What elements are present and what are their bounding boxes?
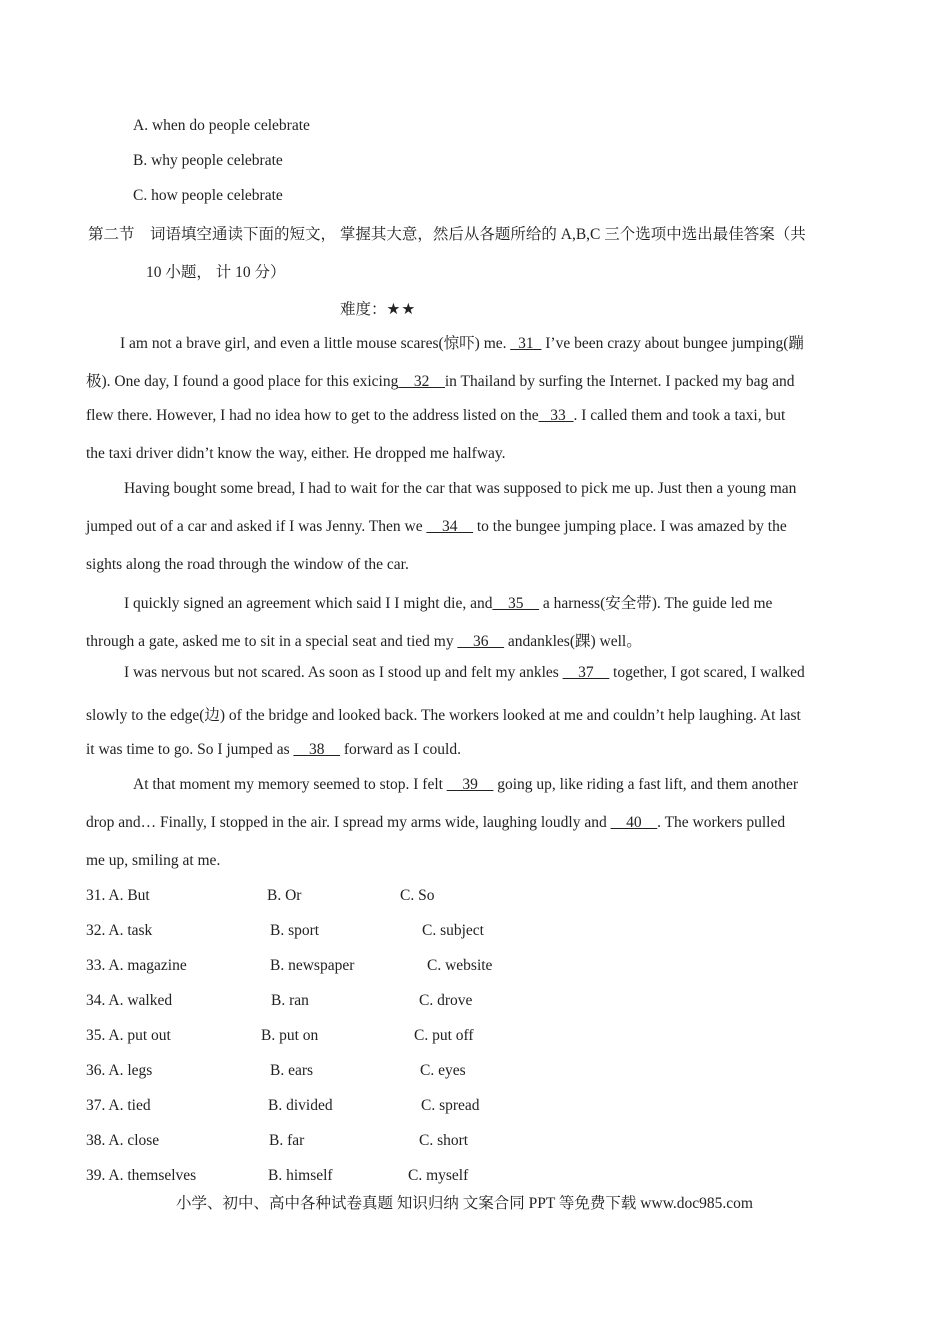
passage-text: a harness(安全带). The guide led me — [538, 595, 773, 612]
blank-38: __38__ — [293, 741, 341, 758]
passage-line — [133, 776, 798, 794]
option-c: C. website — [427, 957, 493, 974]
passage-line — [124, 664, 805, 682]
option-a: 35. A. put out — [86, 1027, 171, 1044]
option-c: C. spread — [421, 1097, 480, 1114]
passage-text: jumped out of a car and asked if I was Jenny. Then we — [86, 518, 427, 535]
passage-text: drop and… Finally, I stopped in the air. I spread my arms wide, laughing loudly and — [86, 814, 611, 831]
passage-line — [86, 814, 785, 832]
passage-text: . I called them and took a taxi, but — [573, 407, 786, 424]
blank-40: __40__ — [610, 814, 658, 831]
option-b: B. put on — [261, 1027, 319, 1044]
option-b: B. sport — [270, 922, 320, 939]
passage-text: I quickly signed an agreement which said I I might die, and — [124, 595, 493, 612]
prev-option-b: B. why people celebrate — [133, 152, 283, 169]
option-a: 37. A. tied — [86, 1097, 151, 1114]
passage-text: to the bungee jumping place. I was amazed by the — [472, 518, 787, 535]
passage-line — [86, 369, 795, 391]
passage-line — [124, 591, 772, 613]
option-b: B. newspaper — [270, 957, 355, 974]
passage-text: I am not a brave girl, and even a little mouse scares(惊吓) me. — [120, 335, 511, 352]
passage-text: through a gate, asked me to sit in a special seat and tied my — [86, 633, 458, 650]
option-b: B. Or — [267, 887, 302, 904]
blank-37: __37__ — [562, 664, 610, 681]
prev-option-a: A. when do people celebrate — [133, 117, 310, 134]
blank-32: __32__ — [398, 373, 445, 390]
option-b: B. himself — [268, 1167, 333, 1184]
passage-text: in Thailand by surfing the Internet. I packed my bag and — [444, 373, 795, 390]
passage-line — [86, 518, 787, 536]
passage-line: the taxi driver didn’t know the way, either. He dropped me halfway. — [86, 445, 506, 462]
option-a: 31. A. But — [86, 887, 150, 904]
blank-31: _31_ — [510, 335, 542, 352]
section-instruction: 第二节 词语填空通读下面的短文， 掌握其大意，然后从各题所给的 A,B,C 三个选项中选出最佳答案（共 — [88, 226, 806, 243]
option-a: 38. A. close — [86, 1132, 160, 1149]
passage-line: Having bought some bread, I had to wait for the car that was supposed to pick me up. Just then a young man — [124, 480, 797, 497]
blank-35: __35__ — [492, 595, 539, 612]
option-b: B. ran — [271, 992, 309, 1009]
option-b: B. divided — [268, 1097, 333, 1114]
option-a: 36. A. legs — [86, 1062, 153, 1079]
passage-text: together, I got scared, I walked — [609, 664, 805, 681]
blank-36: __36__ — [457, 633, 504, 650]
option-c: C. myself — [408, 1167, 469, 1184]
section-instruction-cont: 10 小题， 计 10 分） — [146, 264, 286, 281]
passage-line — [120, 331, 804, 353]
passage-text: forward as I could. — [340, 741, 461, 758]
option-c: C. put off — [414, 1027, 474, 1044]
passage-line: sights along the road through the window of the car. — [86, 556, 409, 573]
passage-text: 极). One day, I found a good place for this exicing — [86, 373, 399, 390]
option-a: 39. A. themselves — [86, 1167, 197, 1184]
option-a: 32. A. task — [86, 922, 153, 939]
option-c: C. So — [400, 887, 435, 904]
difficulty-label: 难度： — [340, 301, 387, 318]
option-a: 34. A. walked — [86, 992, 173, 1009]
blank-34: __34__ — [426, 518, 473, 535]
passage-text: going up, like riding a fast lift, and them another — [493, 776, 799, 793]
passage-text: flew there. However, I had no idea how to get to the address listed on the — [86, 407, 539, 424]
passage-text: At that moment my memory seemed to stop. I felt — [133, 776, 447, 793]
passage-text: it was time to go. So I jumped as — [86, 741, 294, 758]
passage-text: I was nervous but not scared. As soon as I stood up and felt my ankles — [124, 664, 563, 681]
blank-39: __39__ — [446, 776, 494, 793]
passage-text: andankles(踝) well。 — [503, 633, 642, 650]
option-c: C. subject — [422, 922, 484, 939]
difficulty-stars: ★★ — [386, 301, 417, 318]
option-c: C. short — [419, 1132, 469, 1149]
option-b: B. far — [269, 1132, 305, 1149]
option-a: 33. A. magazine — [86, 957, 187, 974]
passage-line — [86, 741, 461, 759]
option-c: C. eyes — [420, 1062, 466, 1079]
passage-line — [86, 629, 642, 651]
passage-line — [86, 407, 785, 425]
passage-line: slowly to the edge(边) of the bridge and looked back. The workers looked at me and couldn’t help laughing. At last — [86, 707, 801, 724]
passage-text: I’ve been crazy about bungee jumping(蹦 — [541, 335, 804, 352]
passage-text: . The workers pulled — [657, 814, 786, 831]
blank-33: _ 33_ — [538, 407, 574, 424]
passage-line: me up, smiling at me. — [86, 852, 221, 869]
option-c: C. drove — [419, 992, 473, 1009]
prev-option-c: C. how people celebrate — [133, 187, 283, 204]
option-b: B. ears — [270, 1062, 314, 1079]
difficulty-rating — [340, 297, 416, 319]
page-footer: 小学、初中、高中各种试卷真题 知识归纳 文案合同 PPT 等免费下载 www.doc985.com — [176, 1195, 753, 1212]
